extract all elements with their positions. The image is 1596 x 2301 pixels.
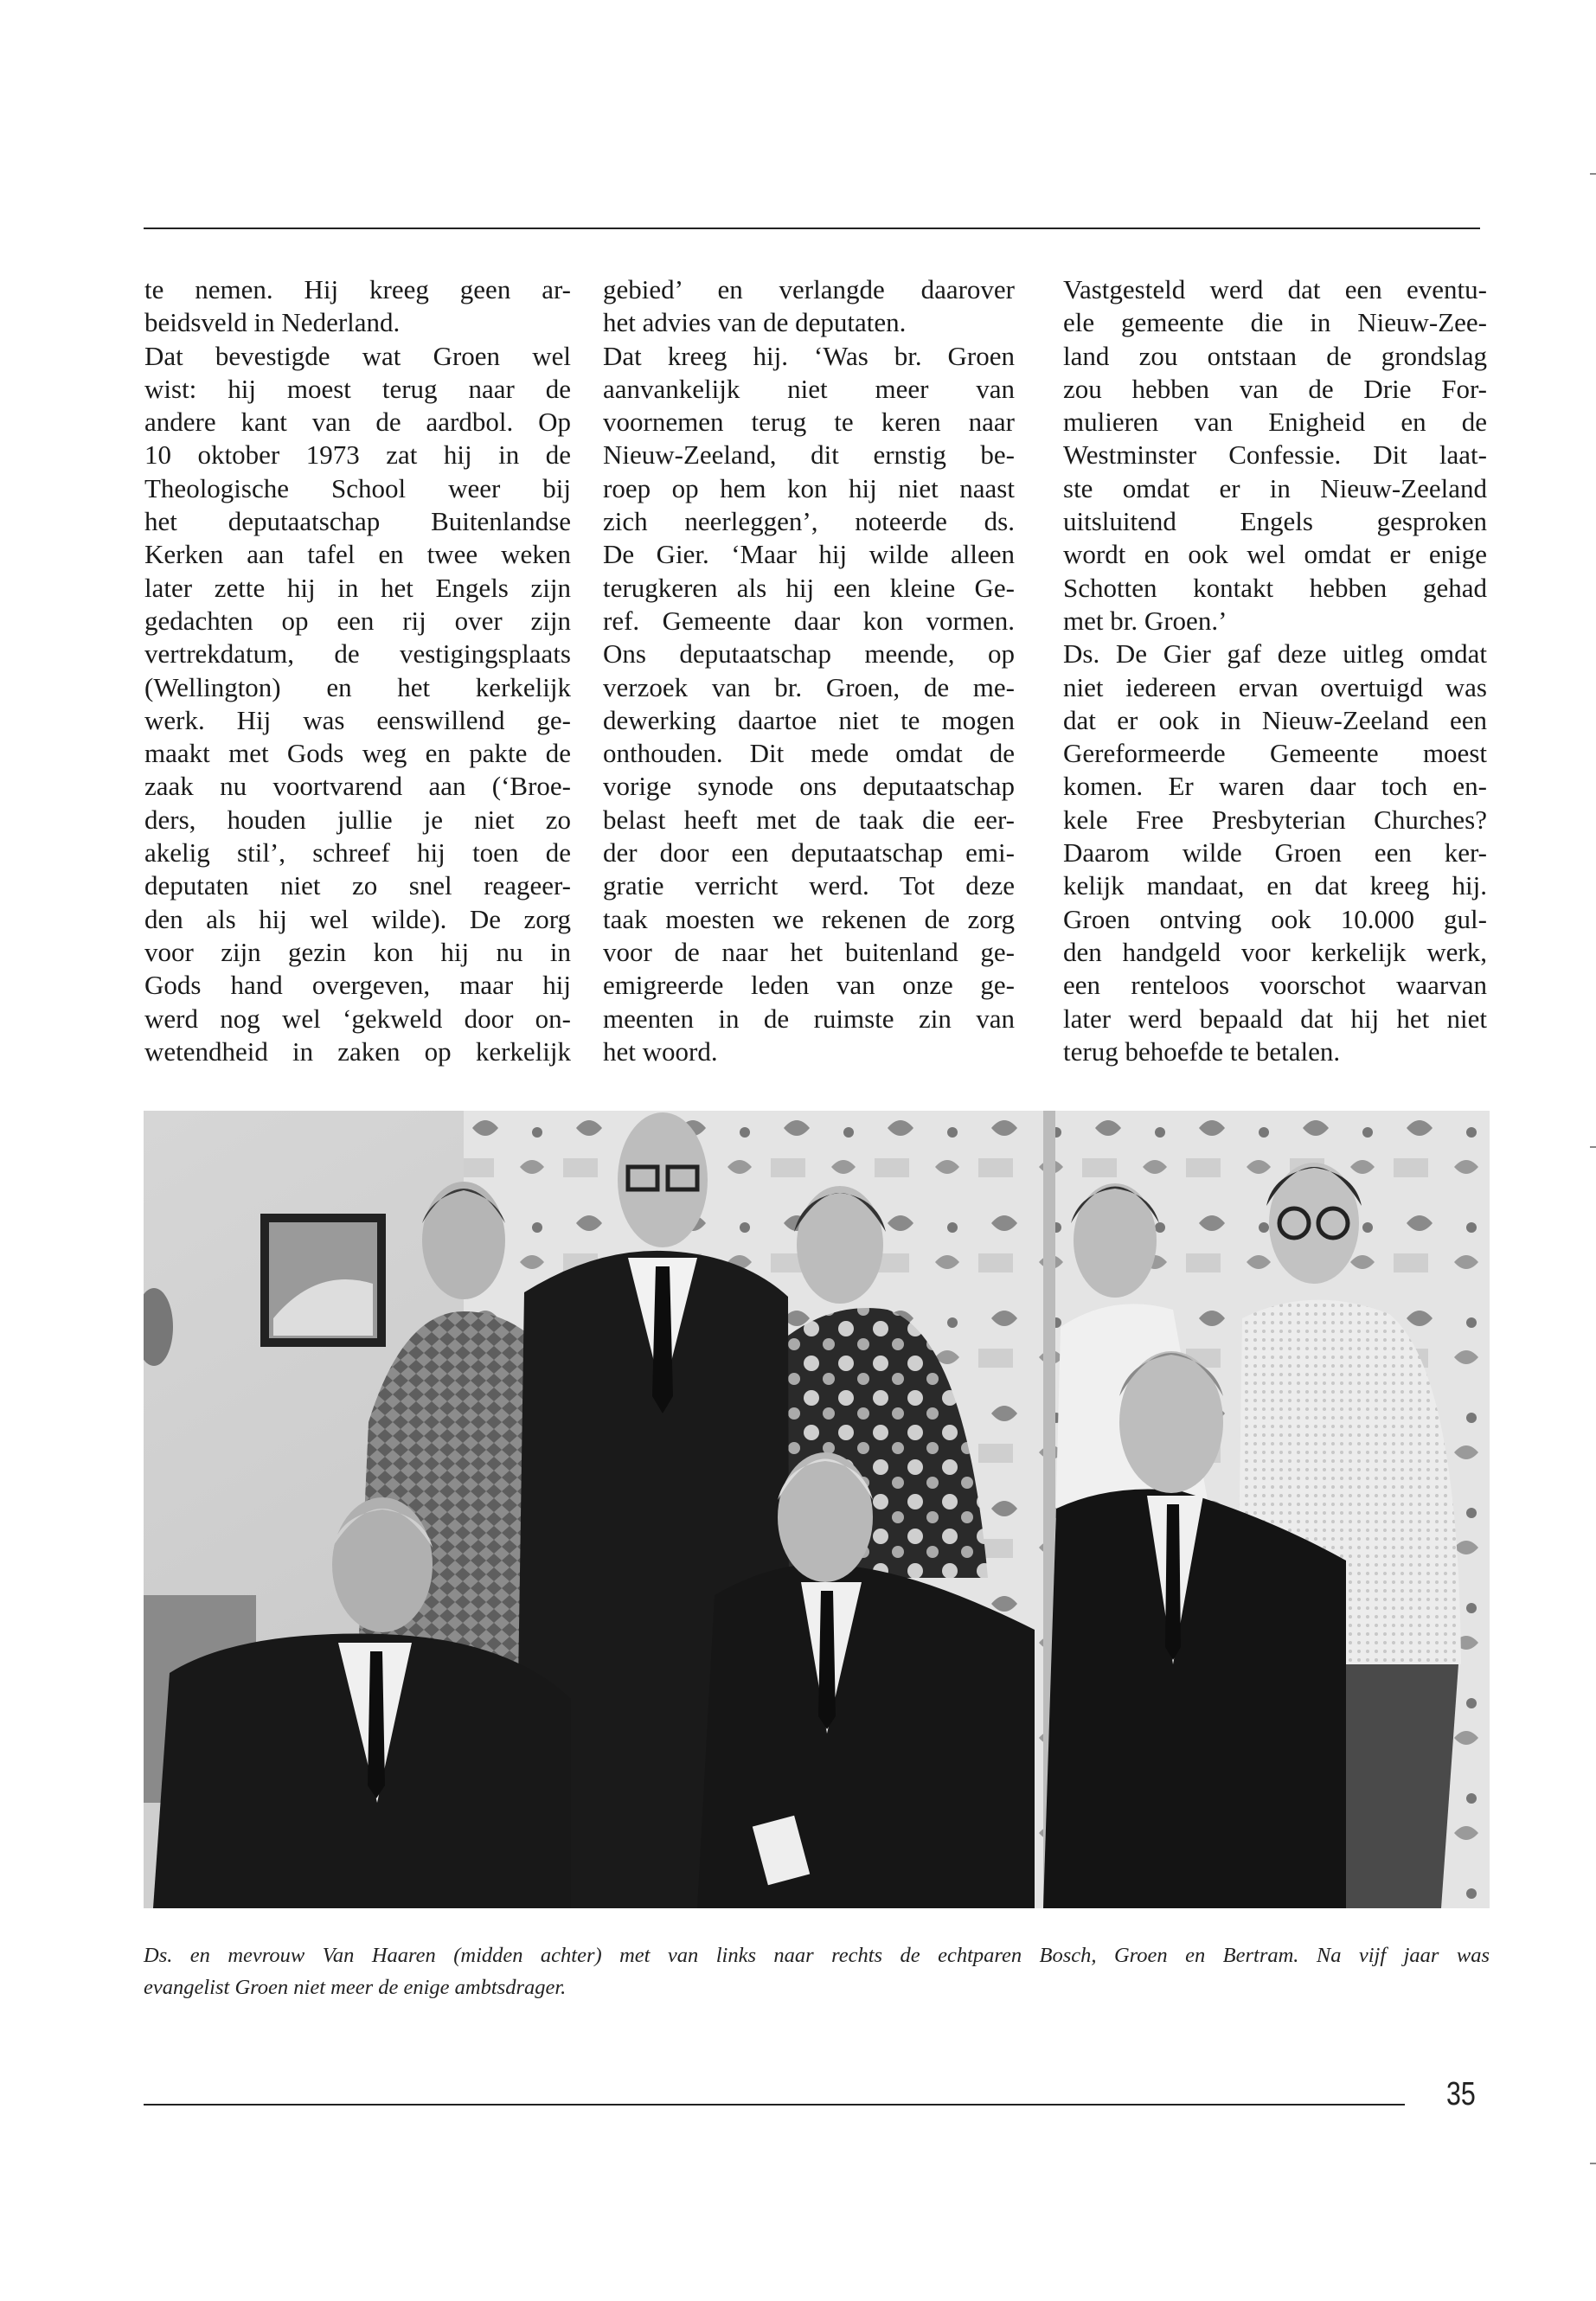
text-line: ele gemeente die in Nieuw-Zee- [1063,307,1487,338]
photo-caption [144,1939,1490,2003]
text-line: gebied’ en verlangde daarover [603,274,1015,304]
wall-picture-frame [260,1214,386,1347]
text-line: kelijk mandaat, en dat kreeg hij. [1063,870,1487,901]
text-line: een renteloos voorschot waarvan [1063,970,1487,1001]
group-photo [144,1111,1490,1908]
text-line: vorige synode ons deputaatschap [603,771,1015,802]
text-line: voor zijn gezin kon hij nu in [144,936,571,967]
text-line: voornemen terug te keren naar [603,407,1015,438]
text-line: terugkeren als hij een kleine Ge- [603,572,1015,603]
text-line: belast heeft met de taak die eer- [603,804,1015,835]
caption-line-2: evangelist Groen niet meer de enige ambtsdrager. [144,1976,567,1999]
text-line: Kerken aan tafel en twee weken [144,539,571,570]
text-line: dat er ook in Nieuw-Zeeland een [1063,704,1487,735]
text-line: zaak nu voortvarend aan (‘Broe- [144,771,571,802]
text-line: wordt en ook wel omdat er enige [1063,539,1487,570]
text-column-1 [144,273,571,1068]
text-line: met br. Groen.’ [1063,605,1227,636]
text-column-3 [1063,273,1487,1068]
text-line: terug behoefde te betalen. [1063,1035,1341,1067]
text-line: dewerking daartoe niet te mogen [603,704,1015,735]
paragraph [603,273,1015,340]
text-line: Schotten kontakt hebben gehad [1063,572,1487,603]
text-line: te nemen. Hij kreeg geen ar- [144,274,571,304]
text-line: werd nog wel ‘gekweld door on- [144,1003,571,1034]
text-line: verzoek van br. Groen, de me- [603,671,1015,702]
paragraph [144,273,571,340]
text-line: Daarom wilde Groen een ker- [1063,837,1487,868]
crop-mark [1590,2163,1596,2164]
text-line: roep op hem kon hij niet naast [603,472,1015,503]
paragraph [1063,273,1487,638]
text-line: Groen ontving ook 10.000 gul- [1063,903,1487,934]
text-line: den handgeld voor kerkelijk werk, [1063,936,1487,967]
bottom-rule [144,2104,1405,2106]
text-line: onthouden. Dit mede omdat de [603,738,1015,769]
text-line: (Wellington) en het kerkelijk [144,671,571,702]
text-line: akelig stil’, schreef hij toen de [144,837,571,868]
text-line: De Gier. ‘Maar hij wilde alleen [603,539,1015,570]
text-line: beidsveld in Nederland. [144,307,401,338]
text-line: zich neerleggen’, noteerde ds. [603,506,1015,537]
text-line: emigreerde leden van onze ge- [603,970,1015,1001]
text-line: het woord. [603,1035,718,1067]
text-line: Ons deputaatschap meende, op [603,638,1015,670]
text-line: ders, houden jullie je niet zo [144,804,571,835]
top-rule [144,228,1480,229]
text-line: Gods hand overgeven, maar hij [144,970,571,1001]
page-number: 35 [1446,2076,1476,2112]
text-line: werk. Hij was eenswillend ge- [144,704,571,735]
text-line: andere kant van de aardbol. Op [144,407,571,438]
text-line: gedachten op een rij over zijn [144,605,571,636]
text-line: aanvankelijk niet meer van [603,373,1015,404]
crop-mark [1590,1146,1596,1148]
text-line: kele Free Presbyterian Churches? [1063,804,1487,835]
text-line: der door een deputaatschap emi- [603,837,1015,868]
paragraph [144,340,571,1069]
text-line: Dat bevestigde wat Groen wel [144,340,571,371]
text-line: Vastgesteld werd dat een eventu- [1063,274,1487,304]
paragraph [603,340,1015,1069]
text-line: zou hebben van de Drie For- [1063,373,1487,404]
text-line: voor de naar het buitenland ge- [603,936,1015,967]
text-line: Theologische School weer bij [144,472,571,503]
text-line: Gereformeerde Gemeente moest [1063,738,1487,769]
text-line: deputaten niet zo snel reageer- [144,870,571,901]
text-line: het deputaatschap Buitenlandse [144,506,571,537]
text-line: later zette hij in het Engels zijn [144,572,571,603]
text-line: mulieren van Enigheid en de [1063,407,1487,438]
text-line: wetendheid in zaken op kerkelijk [144,1035,571,1067]
text-line: ste omdat er in Nieuw-Zeeland [1063,472,1487,503]
text-line: Nieuw-Zeeland, dit ernstig be- [603,439,1015,471]
text-line: het advies van de deputaten. [603,307,907,338]
text-line: gratie verricht werd. Tot deze [603,870,1015,901]
paragraph [1063,638,1487,1068]
caption-line-1: Ds. en mevrouw Van Haaren (midden achter) met van links naar rechts de echtparen Bosch, Groen en Bertram. Na vijf jaar was [144,1944,1490,1967]
photo-illustration [144,1111,1490,1908]
text-line: 10 oktober 1973 zat hij in de [144,439,571,471]
text-line: vertrekdatum, de vestigingsplaats [144,638,571,670]
text-line: Westminster Confessie. Dit laat- [1063,439,1487,471]
text-line: land zou ontstaan de grondslag [1063,340,1487,371]
crop-mark [1590,173,1596,175]
text-line: Ds. De Gier gaf deze uitleg omdat [1063,638,1487,670]
text-line: maakt met Gods weg en pakte de [144,738,571,769]
text-line: wist: hij moest terug naar de [144,373,571,404]
text-line: niet iedereen ervan overtuigd was [1063,671,1487,702]
text-line: Dat kreeg hij. ‘Was br. Groen [603,340,1015,371]
text-line: uitsluitend Engels gesproken [1063,506,1487,537]
text-line: taak moesten we rekenen de zorg [603,903,1015,934]
text-line: meenten in de ruimste zin van [603,1003,1015,1034]
text-line: ref. Gemeente daar kon vormen. [603,605,1015,636]
text-line: komen. Er waren daar toch en- [1063,771,1487,802]
text-line: den als hij wel wilde). De zorg [144,903,571,934]
text-line: later werd bepaald dat hij het niet [1063,1003,1487,1034]
text-column-2 [603,273,1015,1068]
